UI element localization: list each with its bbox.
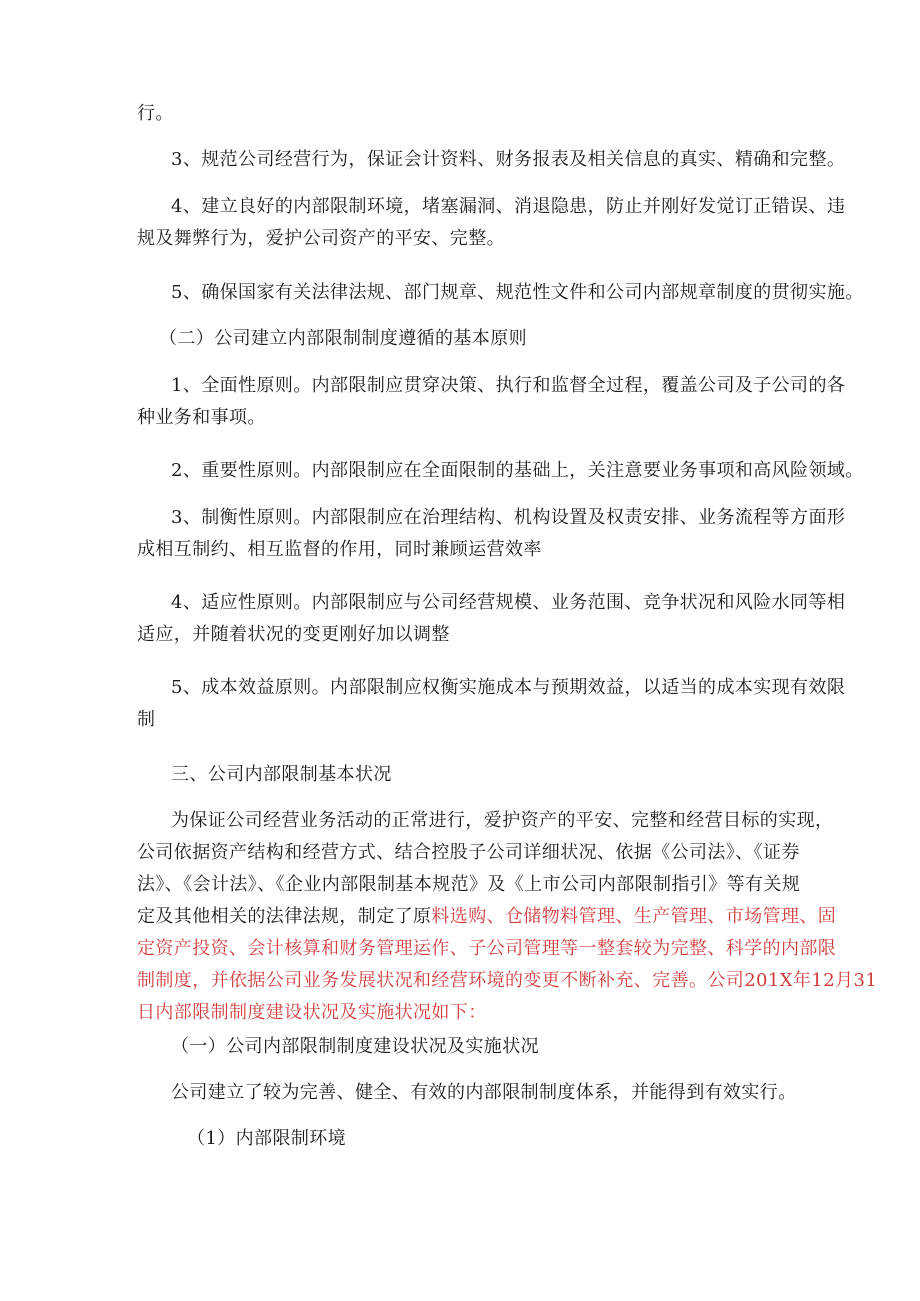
principle-2 <box>171 455 864 487</box>
paragraph-item-3 <box>171 144 846 176</box>
principle-3 <box>137 502 846 566</box>
highlighted-text: 日内部限制制度建设状况及实施状况如下： <box>137 1002 487 1023</box>
heading-text: 三、公司内部限制基本状况 <box>171 764 392 785</box>
text-line: 4、建立良好的内部限制环境，堵塞漏洞、消退隐患，防止并刚好发觉订正错误、违 <box>171 196 846 217</box>
text-line: 行。 <box>137 103 174 124</box>
text-line: 2、重要性原则。内部限制应在全面限制的基础上，关注意要业务事项和高风险领域。 <box>171 460 864 481</box>
section-heading-3 <box>171 759 831 791</box>
heading-text: （1）内部限制环境 <box>187 1128 347 1149</box>
text-line: 3、规范公司经营行为，保证会计资料、财务报表及相关信息的真实、精确和完整。 <box>171 149 846 170</box>
heading-text: （一）公司内部限制制度建设状况及实施状况 <box>171 1036 539 1057</box>
heading-text: （二）公司建立内部限制制度遵循的基本原则 <box>159 328 527 349</box>
principle-1 <box>137 370 846 434</box>
subsection-body <box>171 1077 801 1109</box>
text-line: 5、成本效益原则。内部限制应权衡实施成本与预期效益，以适当的成本实现有效限 <box>171 677 846 698</box>
principle-5 <box>137 672 846 736</box>
text-line: 公司依据资产结构和经营方式、结合控股子公司详细状况、依据《公司法》、《证券 <box>137 842 800 863</box>
text-line: 5、确保国家有关法律法规、部门规章、规范性文件和公司内部规章制度的贯彻实施。 <box>171 282 864 303</box>
text-line: 法》、《会计法》、《企业内部限制基本规范》及《上市公司内部限制指引》等有关规 <box>137 874 801 895</box>
text-line: 4、适应性原则。内部限制应与公司经营规模、业务范围、竞争状况和风险水同等相 <box>171 592 846 613</box>
principle-4 <box>137 587 846 651</box>
body-paragraph <box>137 805 878 1029</box>
highlighted-text: 定资产投资、会计核算和财务管理运作、子公司管理等一整套较为完整、科学的内部限 <box>137 938 837 959</box>
paragraph-item-5 <box>171 277 864 309</box>
highlighted-text: 制制度，并依据公司业务发展状况和经营环境的变更不断补充、完善。公司201X年12月31 <box>137 970 878 991</box>
text-line: 公司建立了较为完善、健全、有效的内部限制制度体系，并能得到有效实行。 <box>171 1082 797 1103</box>
paragraph-continuation <box>137 98 797 130</box>
text-line: 制 <box>137 709 156 730</box>
section-heading-2 <box>159 323 819 355</box>
text-line <box>137 901 837 933</box>
text-line: 种业务和事项。 <box>137 407 266 428</box>
subsection-heading-1 <box>171 1031 831 1063</box>
text-line: 规及舞弊行为，爱护公司资产的平安、完整。 <box>137 228 505 249</box>
paragraph-item-4 <box>137 191 846 255</box>
text-line: 适应，并随着状况的变更刚好加以调整 <box>137 624 450 645</box>
text-line: 成相互制约、相互监督的作用，同时兼顾运营效率 <box>137 539 542 560</box>
text-span: 定及其他相关的法律法规，制定了原 <box>137 906 432 927</box>
text-line: 3、制衡性原则。内部限制应在治理结构、机构设置及权责安排、业务流程等方面形 <box>171 507 846 528</box>
text-line: 为保证公司经营业务活动的正常进行，爱护资产的平安、完整和经营目标的实现， <box>171 810 834 831</box>
text-line: 1、全面性原则。内部限制应贯穿决策、执行和监督全过程，覆盖公司及子公司的各 <box>171 375 846 396</box>
highlighted-text: 料选购、仓储物料管理、生产管理、市场管理、固 <box>431 906 837 927</box>
subsection-heading-env <box>187 1123 847 1155</box>
